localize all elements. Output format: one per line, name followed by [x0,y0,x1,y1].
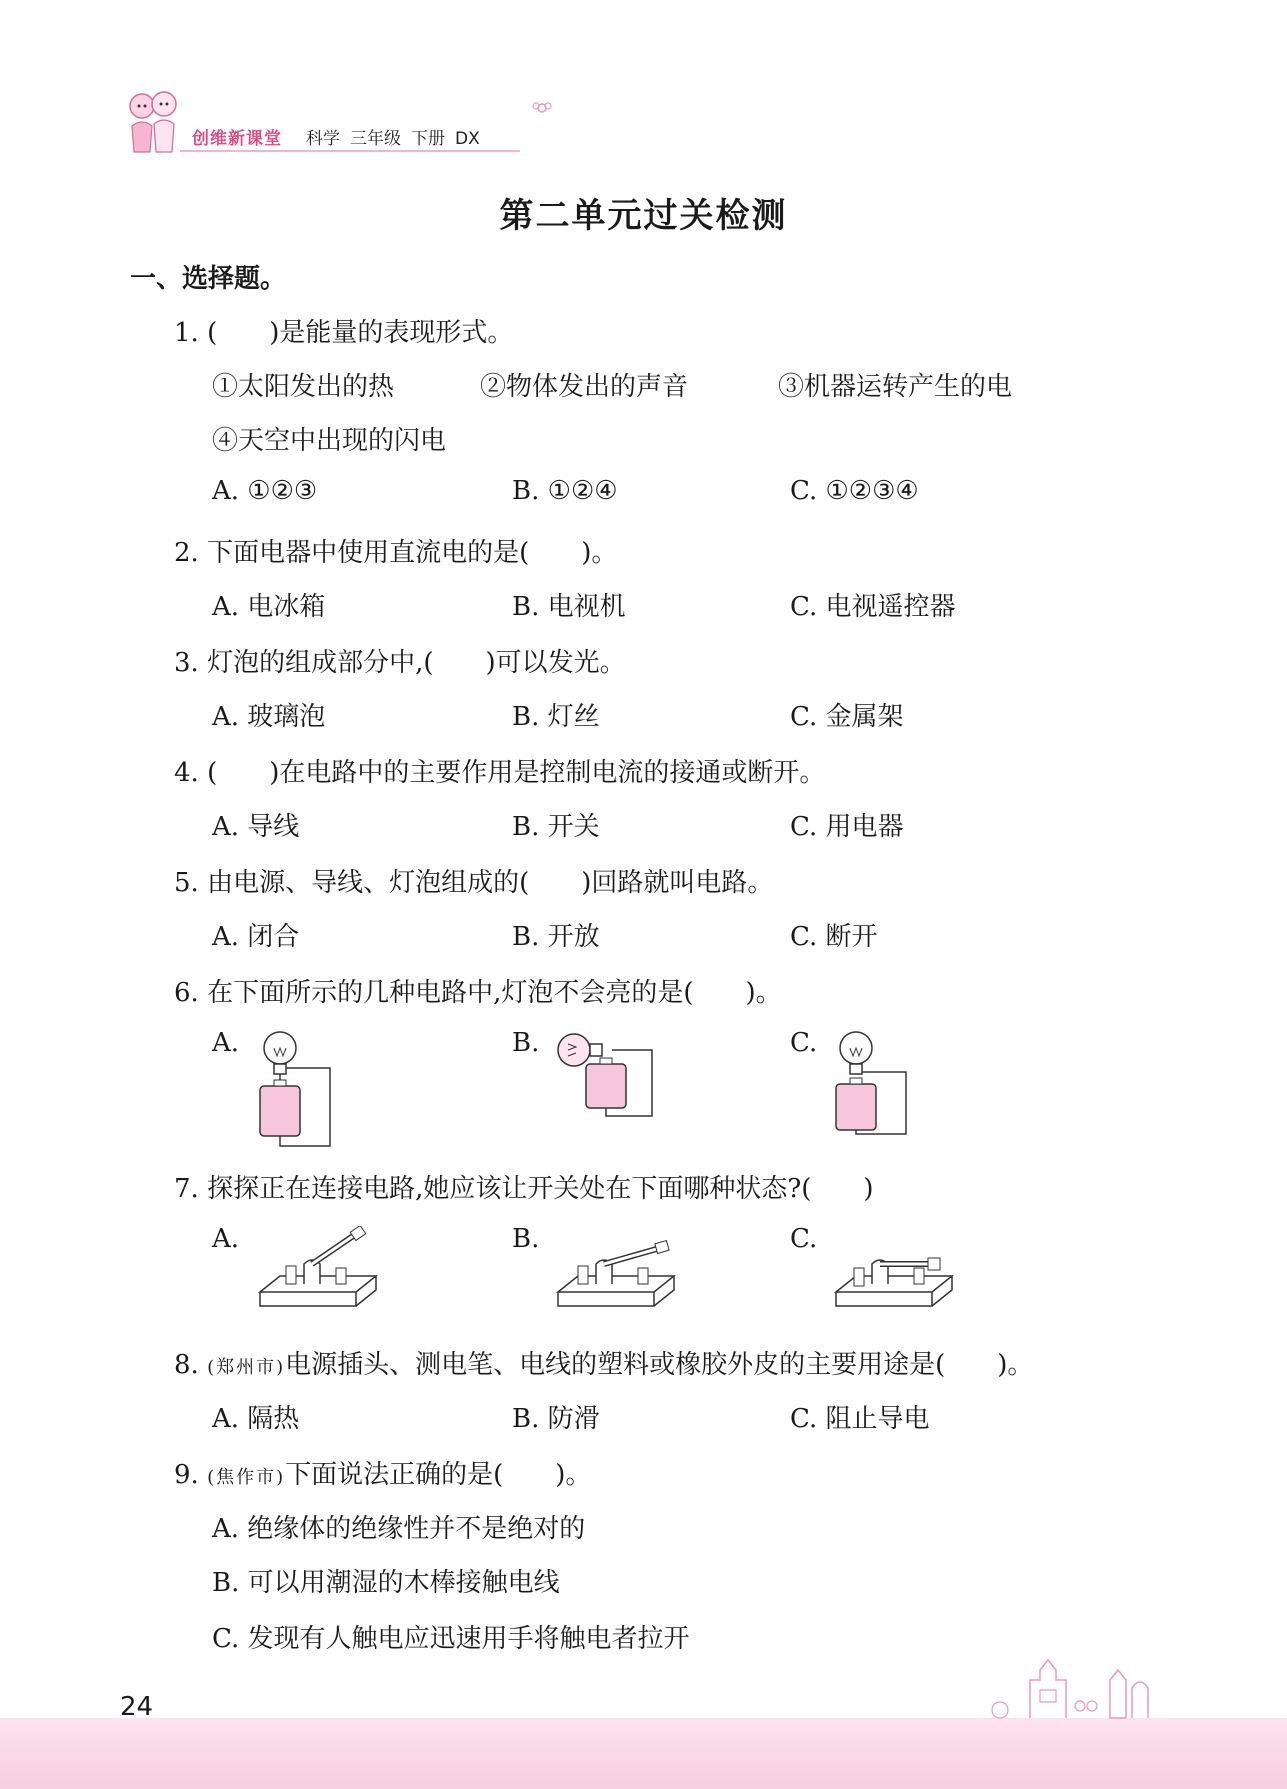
q5-option-b: B. 开放 [512,922,600,952]
q4-option-a: A. 导线 [212,812,300,842]
question-2-stem: 2. 下面电器中使用直流电的是( )。 [174,538,618,568]
circuit-b-figure [550,1028,660,1128]
question-6-stem: 6. 在下面所示的几种电路中,灯泡不会亮的是( )。 [174,978,782,1008]
question-3-stem: 3. 灯泡的组成部分中,( )可以发光。 [174,648,626,678]
castle-decoration-icon [940,1640,1170,1720]
q8-region-tag: (郑州市) [207,1357,286,1378]
page-number: 24 [120,1692,154,1722]
grade-label: 三年级 [350,129,401,149]
q1-item-3: ③机器运转产生的电 [778,372,1013,402]
circuit-a-figure [250,1028,340,1148]
q2-option-b: B. 电视机 [512,592,626,622]
cartoon-kids-icon [120,86,190,156]
edition-label: DX [455,129,480,149]
q3-option-c: C. 金属架 [790,702,904,732]
q9-number: 9. [174,1460,199,1490]
q9-region-tag: (焦作市) [207,1467,286,1488]
q8-option-a: A. 隔热 [212,1404,300,1434]
q6-option-a: A. [212,1028,240,1058]
q5-option-c: C. 断开 [790,922,878,952]
q4-option-c: C. 用电器 [790,812,904,842]
question-8-stem [174,1344,1033,1381]
q6-option-b: B. [512,1028,540,1058]
q1-option-b: B. ①②④ [512,476,618,506]
q1-option-c: C. ①②③④ [790,476,919,506]
q1-option-a: A. ①②③ [212,476,318,506]
q5-option-a: A. 闭合 [212,922,300,952]
q7-option-a: A. [212,1224,240,1254]
switch-c-figure [832,1250,956,1316]
course-info [306,124,490,149]
switch-a-figure [256,1226,380,1316]
q7-option-b: B. [512,1224,540,1254]
q6-option-c: C. [790,1028,818,1058]
volume-label: 下册 [411,129,445,149]
q1-item-4: ④天空中出现的闪电 [212,426,447,456]
flower-icon [530,98,554,118]
q3-option-a: A. 玻璃泡 [212,702,326,732]
footer-band [0,1718,1287,1789]
subject-label: 科学 [306,129,340,149]
question-1-stem: 1. ( )是能量的表现形式。 [174,318,514,348]
q8-option-b: B. 防滑 [512,1404,600,1434]
section-heading: 一、选择题。 [130,264,287,294]
q2-option-c: C. 电视遥控器 [790,592,956,622]
q8-number: 8. [174,1350,199,1380]
question-4-stem: 4. ( )在电路中的主要作用是控制电流的接通或断开。 [174,758,826,788]
circuit-c-figure [826,1028,926,1138]
question-7-stem: 7. 探探正在连接电路,她应该让开关处在下面哪种状态?( ) [174,1174,874,1204]
switch-b-figure [554,1240,678,1316]
header-underline [180,150,520,152]
page-title: 第二单元过关检测 [499,196,788,236]
page-header [120,78,720,158]
q4-option-b: B. 开关 [512,812,600,842]
q8-text: 电源插头、测电笔、电线的塑料或橡胶外皮的主要用途是( )。 [285,1350,1034,1380]
brand-name: 创维新课堂 [192,129,282,149]
q1-item-2: ②物体发出的声音 [480,372,689,402]
q9-option-c: C. 发现有人触电应迅速用手将触电者拉开 [212,1624,690,1654]
q9-option-b: B. 可以用潮湿的木棒接触电线 [212,1568,560,1598]
question-9-stem [174,1454,591,1491]
q2-option-a: A. 电冰箱 [212,592,326,622]
q9-option-a: A. 绝缘体的绝缘性并不是绝对的 [212,1514,586,1544]
q7-option-c: C. [790,1224,818,1254]
q1-item-1: ①太阳发出的热 [212,372,395,402]
q3-option-b: B. 灯丝 [512,702,600,732]
question-5-stem: 5. 由电源、导线、灯泡组成的( )回路就叫电路。 [174,868,774,898]
q8-option-c: C. 阻止导电 [790,1404,930,1434]
q9-text: 下面说法正确的是( )。 [285,1460,592,1490]
